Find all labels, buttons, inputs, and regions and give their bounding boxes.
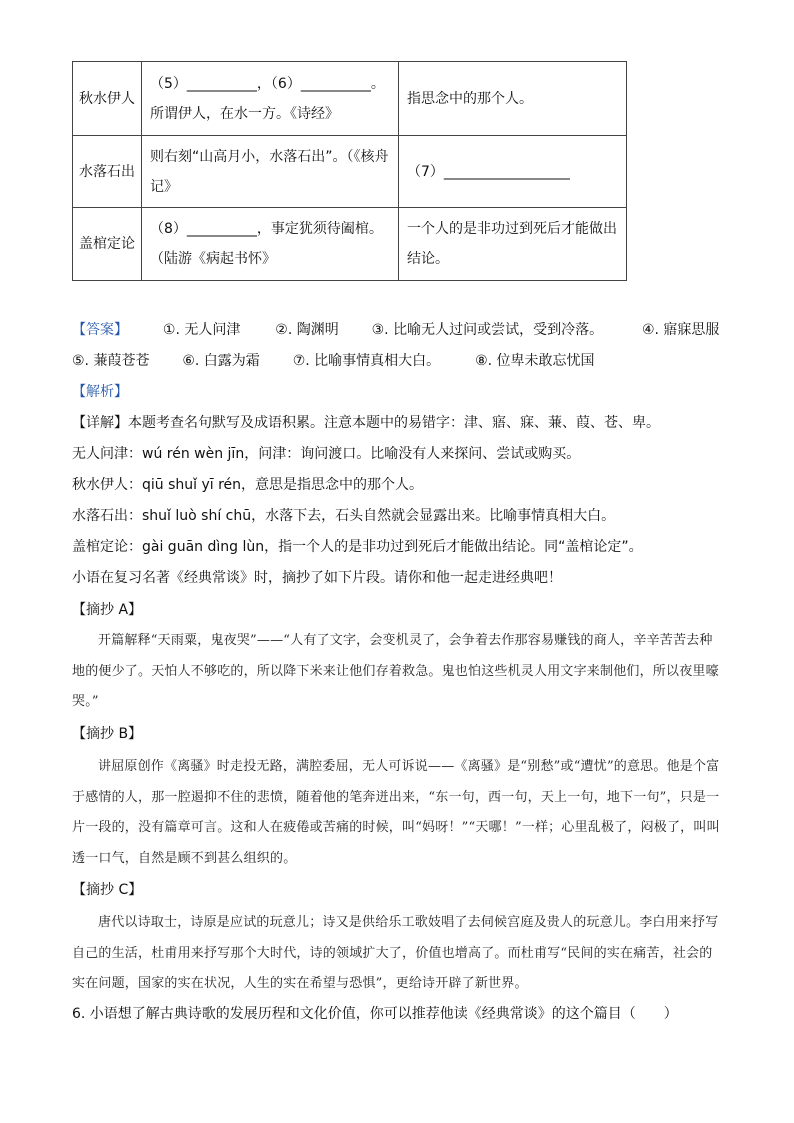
analysis-line: 盖棺定论：gài guān dìng lùn，指一个人的是非功过到死后才能做出结论。同“盖棺论定”。 [72,539,643,555]
idiom-meaning: 一个人的是非功过到死后才能做出结论。 [399,208,627,281]
excerpt-b-label: 【摘抄 B】 [72,726,143,742]
answer-line-2 [72,351,595,371]
idiom-source: 则右刻“山高月小，水落石出”。（《核舟记》 [142,136,399,208]
excerpt-a-text: 开篇解释“天雨粟，鬼夜哭”——“人有了文字，会变机灵了，会争着去作那容易赚钱的商人，辛辛苦苦去种地的便少了。天怕人不够吃的，所以降下米来让他们存着救急。鬼也怕这些机灵人用文字来制他们，所以夜里嚎哭。” [72,633,719,709]
idiom-term: 盖棺定论 [73,208,142,281]
excerpt-c-label: 【摘抄 C】 [72,882,143,898]
answer-item: ②. 陶渊明 [275,322,339,338]
idiom-table [72,61,627,281]
analysis-line: 水落石出：shuǐ luò shí chū，水落下去，石头自然就会显露出来。比喻事情真相大白。 [72,508,616,524]
analysis-line: 秋水伊人：qiū shuǐ yī rén，意思是指思念中的那个人。 [72,477,424,493]
answer-item: ④. 寤寐思服 [641,322,720,338]
answer-item: ⑦. 比喻事情真相大白。 [292,353,441,369]
idiom-source: （5）__________，（6）__________。所谓伊人，在水一方。《诗经》 [142,62,399,136]
analysis-line: 【详解】本题考查名句默写及成语积累。注意本题中的易错字：津、寤、寐、蒹、葭、苍、卑。 [72,415,660,431]
analysis-line: 小语在复习名著《经典常谈》时，摘抄了如下片段。请你和他一起走进经典吧！ [72,570,562,586]
answer-item: ③. 比喻无人过问或尝试，受到冷落。 [371,322,604,338]
table-row [73,136,627,208]
answer-item: ⑧. 位卑未敢忘忧国 [475,353,595,369]
idiom-meaning: 指思念中的那个人。 [399,62,627,136]
excerpt-b-text: 讲屈原创作《离骚》时走投无路，满腔委屈，无人可诉说——《离骚》是“别愁”或“遭忧”的意思。他是个富于感情的人，那一腔遏抑不住的悲愤，随着他的笔奔迸出来，“东一句，西一句，天上一句，地下一句”，只是一片一段的，没有篇章可言。这和人在疲倦或苦痛的时候，叫“妈呀！”“天哪！”一样；心里乱极了，闷极了，叫叫透一口气，自然是顾不到甚么组织的。 [72,759,720,866]
idiom-meaning: （7）__________________ [399,136,627,208]
answer-item: ⑤. 蒹葭苍苍 [72,353,150,369]
answer-line-1 [72,320,719,340]
analysis-label: 【解析】 [72,384,128,400]
answer-label: 【答案】 [72,322,128,338]
table-row [73,62,627,136]
idiom-term: 水落石出 [73,136,142,208]
answer-item: ①. 无人问津 [162,322,241,338]
answer-item: ⑥. 白露为霜 [182,353,260,369]
idiom-source: （8）__________，事定犹须待阖棺。（陆游《病起书怀》 [142,208,399,281]
table-row [73,208,627,281]
analysis-line: 无人问津：wú rén wèn jīn，问津：询问渡口。比喻没有人来探问、尝试或购买。 [72,446,581,462]
excerpt-a-label: 【摘抄 A】 [72,602,143,618]
idiom-term: 秋水伊人 [73,62,142,136]
excerpt-c-text: 唐代以诗取士，诗原是应试的玩意儿；诗又是供给乐工歌妓唱了去伺候宫庭及贵人的玩意儿。李白用来抒写自己的生活，杜甫用来抒写那个大时代，诗的领域扩大了，价值也增高了。而杜甫写“民间的实在痛苦，社会的实在问题，国家的实在状况，人生的实在希望与恐惧”，更给诗开辟了新世界。 [72,915,719,991]
question-6: 6. 小语想了解古典诗歌的发展历程和文化价值，你可以推荐他读《经典常谈》的这个篇目（ ） [72,1006,678,1022]
